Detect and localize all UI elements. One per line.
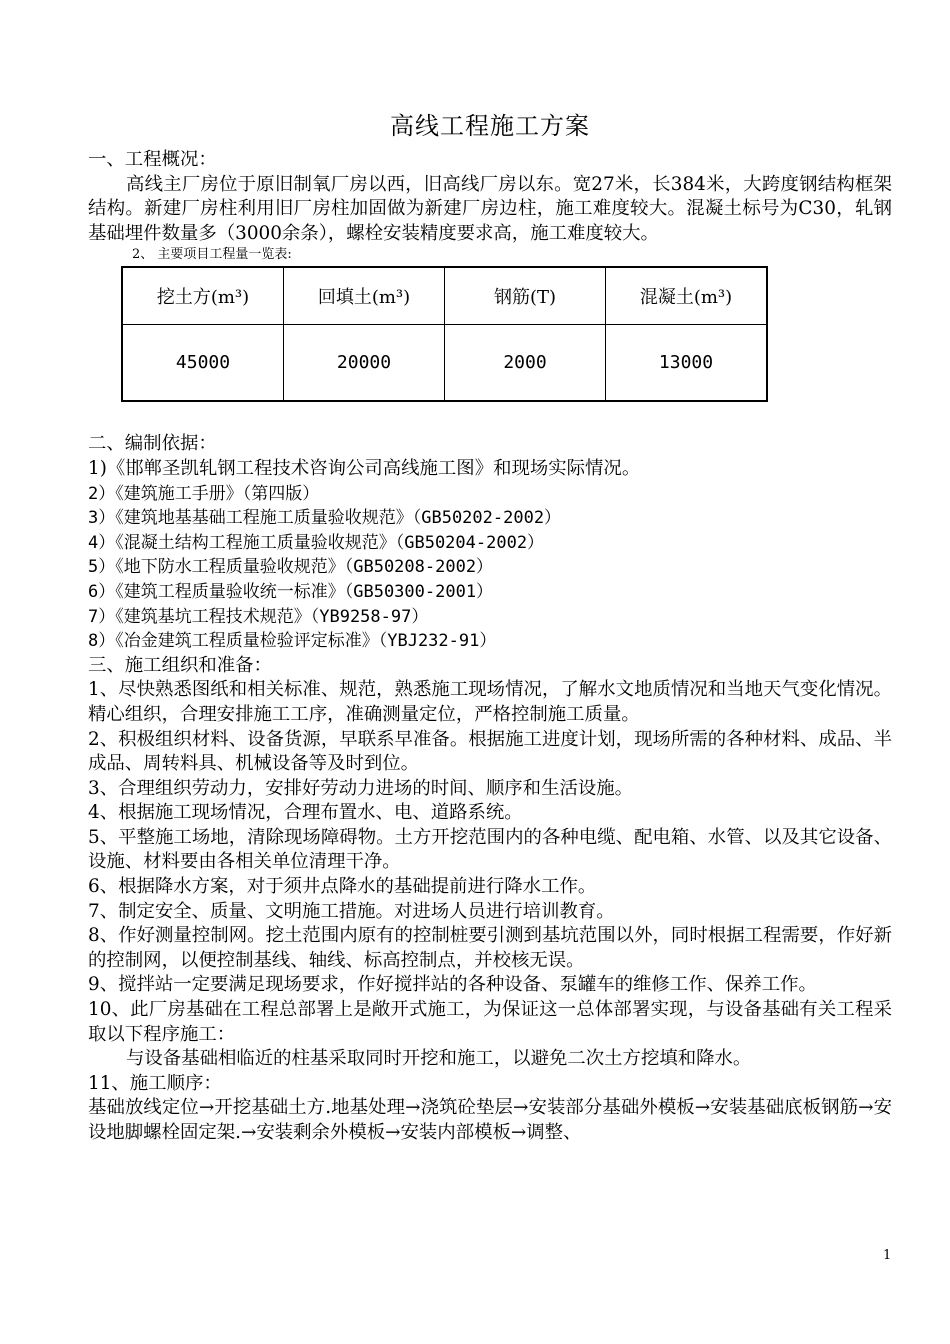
prep-item: 6、根据降水方案，对于须井点降水的基础提前进行降水工作。: [88, 876, 597, 898]
section1-paragraph: 高线主厂房位于原旧制氧厂房以西，旧高线厂房以东。宽27米，长384米，大跨度钢结构框架结构。新建厂房柱利用旧厂房柱加固做为新建厂房边柱，施工难度较大。混凝土标号为C30，轧钢基础埋件数量多（3000余条），螺栓安装精度要求高，施工难度较大。: [88, 173, 892, 244]
table-cell: 20000: [284, 325, 445, 402]
prep-item: 5、平整施工场地，清除现场障碍物。土方开挖范围内的各种电缆、配电箱、水管、以及其它设备、设施、材料要由各相关单位清理干净。: [88, 826, 892, 873]
document-page: [88, 108, 892, 1146]
section3-heading: 三、施工组织和准备：: [88, 654, 272, 676]
table-header-cell: 挖土方(m³): [122, 267, 284, 325]
basis-item: 2）《建筑施工手册》（第四版）: [88, 483, 320, 504]
prep-item: 7、制定安全、质量、文明施工措施。对进场人员进行培训教育。: [88, 900, 615, 922]
prep-item-indented: 与设备基础相临近的柱基采取同时开挖和施工，以避免二次土方挖填和降水。: [126, 1048, 752, 1070]
table-header-cell: 混凝土(m³): [606, 267, 768, 325]
table-header-row: [122, 267, 767, 325]
basis-item: 5）《地下防水工程质量验收规范》（GB50208-2002）: [88, 557, 494, 578]
document-title: 高线工程施工方案: [390, 112, 590, 140]
prep-item: 8、作好测量控制网。挖土范围内原有的控制桩要引测到基坑范围以外，同时根据工程需要，作好新的控制网，以便控制基线、轴线、标高控制点，并校核无误。: [88, 925, 892, 971]
basis-item: 6）《建筑工程质量验收统一标准》（GB50300-2001）: [88, 581, 494, 602]
construction-sequence: 基础放线定位→开挖基础土方.地基处理→浇筑砼垫层→安装部分基础外模板→安装基础底板钢筋→安设地脚螺栓固定架.→安装剩余外模板→安装内部模板→调整、: [88, 1097, 892, 1143]
table-caption: 2、 主要项目工程量一览表:: [132, 247, 292, 263]
basis-item: 1)《邯郸圣凯轧钢工程技术咨询公司高线施工图》和现场实际情况。: [88, 457, 641, 479]
prep-item: 4、根据施工现场情况，合理布置水、电、道路系统。: [88, 802, 523, 824]
quantity-table: [121, 266, 768, 402]
basis-item: 3）《建筑地基基础工程施工质量验收规范》（GB50202-2002）: [88, 508, 562, 529]
prep-item: 10、此厂房基础在工程总部署上是敞开式施工，为保证这一总体部署实现，与设备基础有关工程采取以下程序施工：: [88, 999, 892, 1045]
prep-item: 1、尽快熟悉图纸和相关标准、规范，熟悉施工现场情况，了解水文地质情况和当地天气变化情况。精心组织，合理安排施工工序，准确测量定位，严格控制施工质量。: [88, 679, 892, 725]
basis-item: 4）《混凝土结构工程施工质量验收规范》（GB50204-2002）: [88, 532, 545, 553]
basis-item: 8）《冶金建筑工程质量检验评定标准》（YBJ232-91）: [88, 631, 497, 652]
table-header-cell: 钢筋(T): [445, 267, 606, 325]
page-number: 1: [883, 1248, 892, 1263]
prep-item: 9、搅拌站一定要满足现场要求，作好搅拌站的各种设备、泵罐车的维修工作、保养工作。: [88, 974, 817, 996]
table-cell: 45000: [122, 325, 284, 402]
section2-heading: 二、编制依据：: [88, 433, 217, 455]
prep-item: 11、施工顺序：: [88, 1072, 222, 1094]
table-header-cell: 回填土(m³): [284, 267, 445, 325]
table-cell: 2000: [445, 325, 606, 402]
basis-item: 7）《建筑基坑工程技术规范》（YB9258-97）: [88, 606, 429, 627]
section1-heading: 一、工程概况：: [88, 149, 217, 170]
table-cell: 13000: [606, 325, 768, 402]
prep-item: 3、合理组织劳动力，安排好劳动力进场的时间、顺序和生活设施。: [88, 777, 634, 799]
prep-item: 2、积极组织材料、设备货源，早联系早准备。根据施工进度计划，现场所需的各种材料、成品、半成品、周转料具、机械设备等及时到位。: [88, 728, 892, 775]
table-row: [122, 325, 767, 402]
